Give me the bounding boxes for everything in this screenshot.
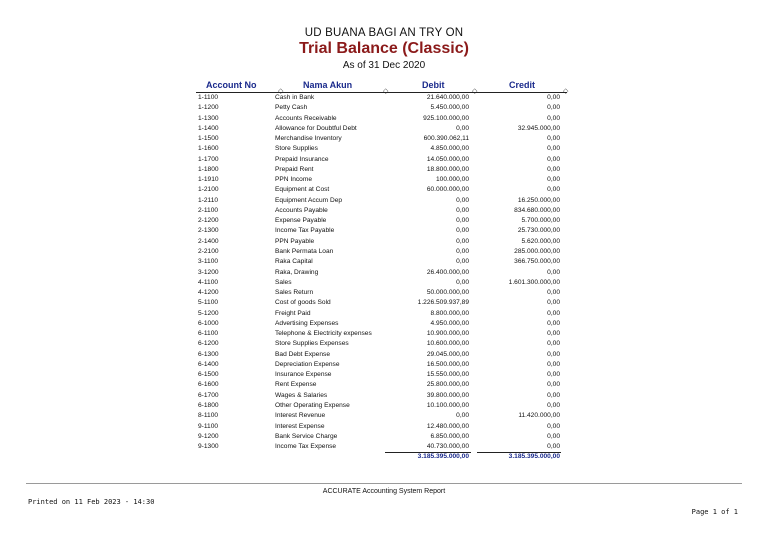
debit-value: 12.480.000,00 bbox=[426, 422, 469, 430]
credit-value: 0,00 bbox=[547, 165, 560, 173]
credit-value: 0,00 bbox=[547, 381, 560, 389]
account-name: Advertising Expenses bbox=[275, 319, 339, 327]
debit-value: 60.000.000,00 bbox=[426, 186, 469, 194]
credit-value: 5.620.000,00 bbox=[521, 237, 560, 245]
debit-value: 8.800.000,00 bbox=[430, 309, 469, 317]
credit-value: 0,00 bbox=[547, 340, 560, 348]
column-header-debit[interactable]: Debit bbox=[422, 80, 445, 90]
table-row[interactable] bbox=[0, 391, 768, 401]
account-name: Accounts Receivable bbox=[275, 114, 337, 122]
total-credit: 3.185.395.000,00 bbox=[508, 453, 560, 460]
table-row[interactable] bbox=[0, 114, 768, 124]
table-row[interactable] bbox=[0, 206, 768, 216]
credit-value: 0,00 bbox=[547, 268, 560, 276]
table-row[interactable] bbox=[0, 329, 768, 339]
company-name: UD BUANA BAGI AN TRY ON bbox=[304, 27, 464, 39]
account-name: Interest Revenue bbox=[275, 412, 326, 420]
debit-value: 16.500.000,00 bbox=[426, 360, 469, 368]
debit-value: 25.800.000,00 bbox=[426, 381, 469, 389]
account-name: Petty Cash bbox=[275, 104, 308, 112]
account-name: Merchandise Inventory bbox=[275, 135, 342, 143]
debit-value: 10.600.000,00 bbox=[426, 340, 469, 348]
credit-value: 0,00 bbox=[547, 371, 560, 379]
table-row[interactable] bbox=[0, 185, 768, 195]
account-number: 1-1910 bbox=[198, 176, 219, 184]
debit-value: 4.950.000,00 bbox=[430, 319, 469, 327]
account-number: 2-1100 bbox=[198, 206, 219, 214]
account-name: Rent Expense bbox=[275, 381, 317, 389]
account-number: 3-1100 bbox=[198, 258, 219, 266]
debit-value: 600.390.062,11 bbox=[423, 135, 469, 143]
account-name: Bad Debt Expense bbox=[275, 350, 330, 358]
account-name: Store Supplies bbox=[275, 145, 318, 153]
account-name: PPN Income bbox=[275, 176, 313, 184]
debit-value: 18.800.000,00 bbox=[426, 165, 469, 173]
account-number: 9-1100 bbox=[198, 422, 219, 430]
debit-value: 0,00 bbox=[456, 227, 469, 235]
debit-value: 0,00 bbox=[456, 237, 469, 245]
account-number: 1-1100 bbox=[198, 94, 219, 101]
debit-value: 29.045.000,00 bbox=[426, 350, 469, 358]
page-number: Page 1 of 1 bbox=[691, 508, 738, 516]
account-number: 1-1500 bbox=[198, 135, 219, 143]
account-number: 6-1700 bbox=[198, 391, 219, 399]
credit-value: 0,00 bbox=[547, 350, 560, 358]
credit-value: 0,00 bbox=[547, 104, 560, 112]
account-name: Accounts Payable bbox=[275, 206, 328, 214]
account-name: Cash in Bank bbox=[275, 94, 315, 101]
account-number: 1-2110 bbox=[198, 196, 219, 204]
debit-value: 0,00 bbox=[456, 247, 469, 255]
table-row[interactable] bbox=[0, 370, 768, 380]
table-row[interactable] bbox=[0, 216, 768, 226]
credit-value: 0,00 bbox=[547, 114, 560, 122]
total-debit: 3.185.395.000,00 bbox=[417, 453, 469, 460]
printed-timestamp: Printed on 11 Feb 2023 - 14:30 bbox=[28, 498, 155, 506]
account-number: 9-1200 bbox=[198, 432, 219, 440]
credit-value: 0,00 bbox=[547, 135, 560, 143]
credit-value: 25.730.000,00 bbox=[517, 227, 560, 235]
account-name: Prepaid Insurance bbox=[275, 155, 329, 163]
account-number: 9-1300 bbox=[198, 443, 219, 451]
credit-value: 32.945.000,00 bbox=[517, 124, 560, 132]
system-label: ACCURATE Accounting System Report bbox=[322, 488, 446, 495]
report-title: Trial Balance (Classic) bbox=[299, 40, 469, 57]
credit-value: 0,00 bbox=[547, 319, 560, 327]
account-number: 6-1500 bbox=[198, 371, 219, 379]
account-number: 8-1100 bbox=[198, 412, 219, 420]
debit-value: 15.550.000,00 bbox=[426, 371, 469, 379]
debit-value: 0,00 bbox=[456, 278, 469, 286]
table-row[interactable] bbox=[0, 134, 768, 144]
account-number: 5-1200 bbox=[198, 309, 219, 317]
debit-value: 0,00 bbox=[456, 124, 469, 132]
account-name: Raka Capital bbox=[275, 258, 313, 266]
table-row[interactable] bbox=[0, 268, 768, 278]
debit-value: 39.800.000,00 bbox=[426, 391, 469, 399]
account-name: Bank Permata Loan bbox=[275, 247, 334, 255]
credit-value: 0,00 bbox=[547, 391, 560, 399]
debit-value: 1.226.509.937,89 bbox=[417, 299, 469, 307]
table-row[interactable] bbox=[0, 196, 768, 206]
account-number: 6-1000 bbox=[198, 319, 219, 327]
account-name: Depreciation Expense bbox=[275, 360, 340, 368]
account-number: 1-1800 bbox=[198, 165, 219, 173]
debit-value: 0,00 bbox=[456, 196, 469, 204]
credit-value: 366.750.000,00 bbox=[514, 258, 560, 266]
table-row[interactable] bbox=[0, 278, 768, 288]
credit-value: 0,00 bbox=[547, 186, 560, 194]
sort-account-no-icon[interactable]: ◇ bbox=[278, 88, 284, 95]
table-row[interactable] bbox=[0, 319, 768, 329]
debit-value: 14.050.000,00 bbox=[426, 155, 469, 163]
table-row[interactable] bbox=[0, 144, 768, 154]
account-name: Other Operating Expense bbox=[275, 401, 350, 409]
credit-value: 0,00 bbox=[547, 443, 560, 451]
account-number: 2-1200 bbox=[198, 217, 219, 225]
debit-value: 50.000.000,00 bbox=[426, 289, 469, 297]
table-row[interactable] bbox=[0, 237, 768, 247]
debit-value: 40.730.000,00 bbox=[426, 443, 469, 451]
credit-value: 0,00 bbox=[547, 176, 560, 184]
account-number: 1-1300 bbox=[198, 114, 219, 122]
account-name: Wages & Salaries bbox=[275, 391, 328, 399]
account-number: 3-1200 bbox=[198, 268, 219, 276]
credit-value: 0,00 bbox=[547, 155, 560, 163]
table-row[interactable] bbox=[0, 175, 768, 185]
table-row[interactable] bbox=[0, 380, 768, 390]
account-number: 6-1400 bbox=[198, 360, 219, 368]
table-row[interactable] bbox=[0, 165, 768, 175]
credit-value: 11.420.000,00 bbox=[518, 412, 560, 420]
account-name: Raka, Drawing bbox=[275, 268, 319, 276]
account-number: 2-1300 bbox=[198, 227, 219, 235]
account-number: 1-1400 bbox=[198, 124, 219, 132]
credit-value: 0,00 bbox=[547, 422, 560, 430]
table-row[interactable] bbox=[0, 432, 768, 442]
table-row[interactable] bbox=[0, 309, 768, 319]
table-row[interactable] bbox=[0, 288, 768, 298]
table-row[interactable] bbox=[0, 247, 768, 257]
debit-value: 10.900.000,00 bbox=[426, 330, 469, 338]
table-row[interactable] bbox=[0, 257, 768, 267]
account-number: 6-1600 bbox=[198, 381, 219, 389]
account-number: 6-1100 bbox=[198, 330, 219, 338]
report-date: As of 31 Dec 2020 bbox=[342, 60, 426, 71]
debit-value: 0,00 bbox=[456, 206, 469, 214]
account-number: 6-1200 bbox=[198, 340, 219, 348]
account-number: 1-1700 bbox=[198, 155, 219, 163]
credit-value: 0,00 bbox=[547, 145, 560, 153]
column-header-account-no[interactable]: Account No bbox=[206, 80, 257, 90]
account-number: 1-1600 bbox=[198, 145, 219, 153]
table-row[interactable] bbox=[0, 155, 768, 165]
sort-debit-icon[interactable]: ◇ bbox=[472, 88, 478, 95]
credit-value: 0,00 bbox=[547, 401, 560, 409]
account-number: 4-1200 bbox=[198, 289, 219, 297]
debit-value: 10.100.000,00 bbox=[426, 401, 469, 409]
account-name: Equipment Accum Dep bbox=[275, 196, 343, 204]
account-number: 2-2100 bbox=[198, 247, 219, 255]
table-row[interactable] bbox=[0, 401, 768, 411]
credit-value: 285.000.000,00 bbox=[514, 247, 560, 255]
table-row[interactable] bbox=[0, 226, 768, 236]
debit-value: 26.400.000,00 bbox=[426, 268, 469, 276]
account-table bbox=[0, 93, 768, 452]
column-header-name[interactable]: Nama Akun bbox=[303, 80, 353, 90]
account-number: 6-1300 bbox=[198, 350, 219, 358]
account-name: Income Tax Payable bbox=[275, 227, 335, 235]
debit-value: 21.640.000,00 bbox=[426, 94, 469, 101]
credit-value: 0,00 bbox=[547, 330, 560, 338]
table-row[interactable] bbox=[0, 350, 768, 360]
table-row[interactable] bbox=[0, 339, 768, 349]
account-number: 6-1800 bbox=[198, 401, 219, 409]
credit-value: 1.601.300.000,00 bbox=[508, 278, 560, 286]
account-name: Cost of goods Sold bbox=[275, 299, 331, 307]
credit-value: 16.250.000,00 bbox=[517, 196, 560, 204]
credit-value: 0,00 bbox=[547, 289, 560, 297]
table-row[interactable] bbox=[0, 103, 768, 113]
table-row[interactable] bbox=[0, 124, 768, 134]
debit-value: 4.850.000,00 bbox=[430, 145, 469, 153]
credit-value: 0,00 bbox=[547, 94, 560, 101]
debit-value: 5.450.000,00 bbox=[430, 104, 469, 112]
account-number: 4-1100 bbox=[198, 278, 219, 286]
table-row[interactable] bbox=[0, 422, 768, 432]
credit-value: 0,00 bbox=[547, 360, 560, 368]
table-row[interactable] bbox=[0, 442, 768, 452]
account-name: Insurance Expense bbox=[275, 371, 332, 379]
account-name: Store Supplies Expenses bbox=[275, 340, 349, 348]
credit-value: 5.700.000,00 bbox=[521, 217, 560, 225]
table-row[interactable] bbox=[0, 93, 768, 103]
debit-value: 925.100.000,00 bbox=[423, 114, 469, 122]
account-name: Allowance for Doubtful Debt bbox=[275, 124, 357, 132]
account-name: Sales Return bbox=[275, 289, 314, 297]
account-name: Income Tax Expense bbox=[275, 443, 337, 451]
account-name: Expense Payable bbox=[275, 217, 327, 225]
account-name: Bank Service Charge bbox=[275, 432, 338, 440]
sort-credit-icon[interactable]: ◇ bbox=[563, 88, 569, 95]
table-row[interactable] bbox=[0, 411, 768, 421]
debit-value: 0,00 bbox=[456, 258, 469, 266]
credit-value: 0,00 bbox=[547, 432, 560, 440]
debit-value: 0,00 bbox=[456, 217, 469, 225]
account-name: PPN Payable bbox=[275, 237, 315, 245]
credit-value: 0,00 bbox=[547, 299, 560, 307]
footer-divider bbox=[26, 483, 742, 484]
account-number: 1-1200 bbox=[198, 104, 219, 112]
table-row[interactable] bbox=[0, 298, 768, 308]
column-header-credit[interactable]: Credit bbox=[509, 80, 536, 90]
account-number: 2-1400 bbox=[198, 237, 219, 245]
debit-value: 6.850.000,00 bbox=[430, 432, 469, 440]
credit-value: 0,00 bbox=[547, 309, 560, 317]
debit-value: 0,00 bbox=[456, 412, 469, 420]
credit-value: 834.680.000,00 bbox=[514, 206, 560, 214]
account-name: Interest Expense bbox=[275, 422, 325, 430]
account-name: Sales bbox=[275, 278, 292, 286]
account-name: Equipment at Cost bbox=[275, 186, 330, 194]
account-number: 1-2100 bbox=[198, 186, 219, 194]
account-name: Prepaid Rent bbox=[275, 165, 314, 173]
account-name: Freight Paid bbox=[275, 309, 311, 317]
table-row[interactable] bbox=[0, 360, 768, 370]
account-number: 5-1100 bbox=[198, 299, 219, 307]
account-name: Telephone & Electricity expenses bbox=[275, 330, 372, 338]
sort-name-icon[interactable]: ◇ bbox=[383, 88, 389, 95]
debit-value: 100.000,00 bbox=[435, 176, 469, 184]
